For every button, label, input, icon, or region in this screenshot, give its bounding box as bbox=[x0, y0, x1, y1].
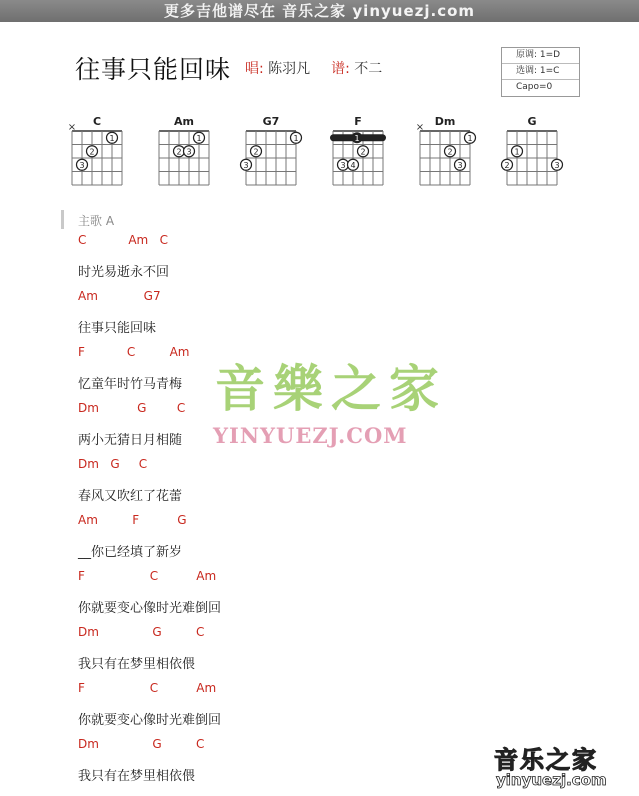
finger-number: 2 bbox=[176, 147, 182, 157]
chord-name: G7 bbox=[262, 115, 280, 128]
key-info-box bbox=[501, 47, 580, 97]
chord-line: C Am C bbox=[78, 233, 169, 247]
chord-line: Dm G C bbox=[78, 625, 205, 639]
arranger-name: 不二 bbox=[354, 61, 383, 77]
lyric-line: 我只有在梦里相依偎 bbox=[78, 657, 196, 672]
finger-number: 1 bbox=[467, 133, 473, 143]
chord-diagram-svg bbox=[60, 112, 580, 192]
chord-name: Am bbox=[174, 115, 194, 128]
chord-name: G bbox=[527, 115, 537, 128]
song-credits bbox=[245, 58, 382, 78]
finger-number: 3 bbox=[79, 160, 85, 170]
logo-chinese: 音乐之家 bbox=[494, 746, 598, 774]
finger-number: 2 bbox=[89, 147, 95, 157]
finger-number: 2 bbox=[504, 160, 510, 170]
arranger-label: 谱: bbox=[331, 61, 350, 77]
finger-number: 3 bbox=[340, 160, 346, 170]
chord-name: Dm bbox=[434, 115, 456, 128]
lyric-line: 你就要变心像时光难倒回 bbox=[78, 713, 222, 728]
finger-number: 1 bbox=[293, 133, 299, 143]
finger-number: 3 bbox=[243, 160, 249, 170]
chord-diagrams bbox=[60, 112, 580, 192]
watermark-url: YINYUEZJ.COM bbox=[213, 423, 408, 448]
finger-number: 3 bbox=[554, 160, 560, 170]
lyric-line: 两小无猜日月相随 bbox=[78, 433, 183, 448]
section-marker bbox=[61, 210, 64, 229]
site-logo bbox=[488, 740, 628, 792]
finger-number: 1 bbox=[109, 133, 115, 143]
lyric-line: 忆童年时竹马青梅 bbox=[78, 377, 183, 392]
muted-string-marker: × bbox=[415, 122, 425, 133]
capo-value: Capo=0 bbox=[516, 82, 553, 92]
lyric-line: 时光易逝永不回 bbox=[78, 265, 170, 280]
chord-line: Dm G C bbox=[78, 401, 186, 415]
chord-line: F C Am bbox=[78, 681, 217, 695]
lyric-line: 我只有在梦里相依偎 bbox=[78, 769, 196, 784]
muted-string-marker: × bbox=[67, 122, 77, 133]
logo-url: yinyuezj.com bbox=[496, 771, 607, 789]
chord-name: F bbox=[354, 115, 362, 128]
chord-line: Dm G C bbox=[78, 737, 205, 751]
section-label: 主歌 A bbox=[78, 214, 115, 228]
song-title: 往事只能回味 bbox=[75, 55, 232, 84]
finger-number: 2 bbox=[253, 147, 259, 157]
lyric-line: 往事只能回味 bbox=[78, 321, 157, 336]
finger-number: 2 bbox=[447, 147, 453, 157]
chord-line: F C Am bbox=[78, 569, 217, 583]
chord-name: C bbox=[92, 115, 102, 128]
finger-number: 2 bbox=[360, 147, 366, 157]
singer-label: 唱: bbox=[245, 61, 264, 77]
chord-line: F C Am bbox=[78, 345, 190, 359]
finger-number: 1 bbox=[514, 147, 520, 157]
chord-line: Am G7 bbox=[78, 289, 161, 303]
lyric-line: 春风又吹红了花蕾 bbox=[78, 489, 183, 504]
chord-line: Am F G bbox=[78, 513, 187, 527]
chord-line: Dm G C bbox=[78, 457, 148, 471]
finger-number: 3 bbox=[186, 147, 192, 157]
watermark-chinese: 音樂之家 bbox=[215, 359, 447, 418]
finger-number: 4 bbox=[350, 160, 356, 170]
finger-number: 1 bbox=[196, 133, 202, 143]
site-banner: 更多吉他谱尽在 音乐之家 yinyuezj.com bbox=[0, 0, 639, 22]
finger-number: 1 bbox=[354, 133, 360, 143]
lyric-line: __你已经填了新岁 bbox=[78, 545, 183, 560]
singer-name: 陈羽凡 bbox=[268, 61, 311, 77]
finger-number: 3 bbox=[457, 160, 463, 170]
selected-key: 选调: 1=C bbox=[502, 64, 579, 80]
lyric-line: 你就要变心像时光难倒回 bbox=[78, 601, 222, 616]
original-key: 原调: 1=D bbox=[502, 48, 579, 64]
